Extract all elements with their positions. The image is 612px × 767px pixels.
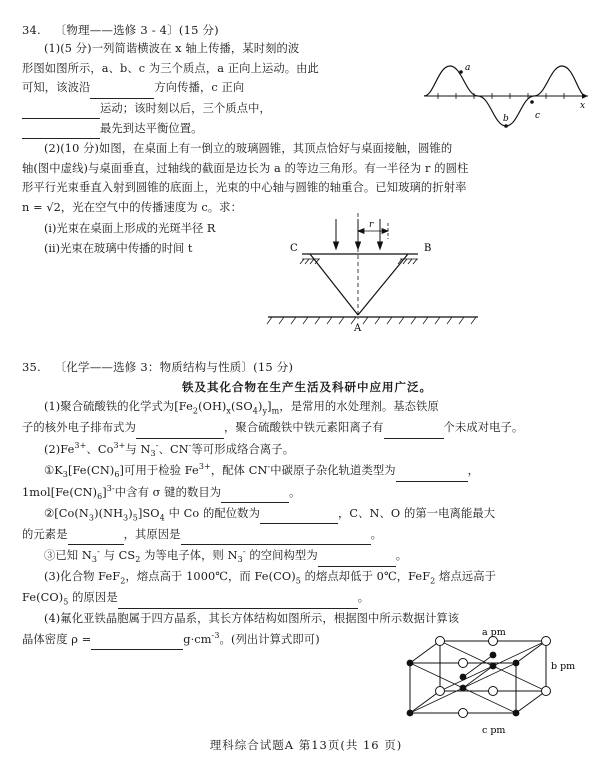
q34-figure-block (22, 217, 592, 345)
q35-p1: (1)聚合硫酸铁的化学式为$[Fe_2(OH)_x(SO_4)_y]_m$，是常用的水处理剂。基态铁原 (44, 400, 439, 416)
q35-p4b: [Fe(CN) (67, 464, 115, 478)
q34-item-i: (ⅰ)光束在桌面上形成的光斑半径 R (44, 222, 216, 236)
q35-p2 (22, 418, 592, 438)
answer-blank[interactable] (384, 418, 444, 438)
answer-blank[interactable] (68, 525, 124, 545)
q35-p1b: (OH) (198, 400, 227, 414)
q35-p6d: ]SO (137, 507, 160, 521)
wave-label-b: b (503, 114, 509, 124)
q35-p10: $Fe(CO)_5$ 的原因是 。 (22, 588, 592, 609)
q35-p8b: 与 CS (99, 549, 136, 563)
q34-p7: 轴(图中虚线)与桌面垂直，过轴线的截面是边长为 a 的等边三角形。有一半径为 r 的圆柱 (22, 161, 469, 175)
wave-label-x: x (580, 101, 586, 111)
answer-blank[interactable] (136, 418, 224, 438)
q35-p3e: 等可形成络合离子。 (191, 442, 295, 456)
q35-p12-wrap (22, 629, 382, 650)
q35-p10c: 。 (357, 591, 370, 605)
q35-p5a: 1mol[Fe(CN) (22, 486, 98, 500)
q35-p9c: 的熔点却低于 0℃，FeF (300, 570, 431, 584)
q34-p1: (1)(5 分)一列简谐横波在 x 轴上传播，某时刻的波 (44, 42, 300, 56)
q34-number: 34. (22, 23, 41, 37)
q35-p12: 晶体密度 $\rho = g\cdot cm^{-3}$。(列出计算式即可) (22, 629, 382, 650)
q35-p9a: (3)化合物 FeF (44, 570, 121, 584)
q35-p7a: 的元素是 (22, 528, 68, 542)
q35-p7c: 。 (370, 528, 382, 542)
cone-figure (258, 211, 488, 333)
crystal-cell-figure (394, 623, 576, 739)
q35-p3b: 、Co (86, 442, 114, 456)
q35-p12a: 晶体密度 ρ = (22, 632, 92, 646)
q35-p4d: ，配体 CN (210, 464, 268, 478)
q35-number: 35. (22, 360, 41, 375)
cell-label-c: c pm (482, 724, 506, 736)
q35-p6a: ②[Co(N (44, 507, 89, 521)
answer-blank[interactable] (118, 588, 358, 608)
q35-p8c: 为等电子体，则 N (140, 549, 238, 563)
cone-label-B: B (424, 243, 432, 255)
q34-item-ii: (ⅱ)光束在玻璃中传播的时间 t (44, 241, 193, 255)
q34-part2 (22, 139, 592, 217)
answer-blank[interactable] (22, 99, 100, 119)
cone-label-r: r (369, 220, 374, 231)
q35-p12c: 。(列出计算式即可) (219, 632, 320, 646)
q35-p6c: ) (128, 507, 133, 521)
q34-p6: (2)(10 分)如图，在桌面上有一倒立的玻璃圆锥，其顶点恰好与桌面接触，圆锥的 (44, 142, 453, 156)
q35-p9: (3)化合物 FeF$_2$，熔点高于 1000℃，而 $Fe(CO)_5$ 的熔点却低于 0℃，FeF$_2$ 熔点远高于 (44, 570, 497, 586)
page-content (22, 22, 592, 741)
q34-p5: 最先到达平衡位置。 (100, 121, 203, 135)
q35-p1c: (SO (231, 400, 253, 414)
answer-blank[interactable] (90, 78, 154, 98)
q35-p8: ③已知 $N_3^-$ 与 $CS_2$ 为等电子体，则 $N_3^-$ 的空间构型为 。 (22, 545, 592, 567)
answer-blank[interactable] (91, 629, 183, 649)
q35-p10b: 的原因是 (68, 591, 118, 605)
q35-p8a: ③已知 N (44, 549, 92, 563)
q35-title: 〔化学——选修 3：物质结构与性质〕(15 分) (54, 360, 294, 375)
q35-p5d: 。 (289, 486, 301, 500)
q35-p2c: 个未成对电子。 (443, 421, 524, 435)
answer-blank[interactable] (221, 483, 289, 503)
cell-label-b: b pm (551, 660, 576, 672)
answer-blank[interactable] (318, 546, 396, 566)
q35-p4f: ， (467, 464, 480, 478)
q35-p1d: ) (257, 400, 263, 414)
wave-label-a: a (465, 63, 471, 73)
q35-p7 (22, 525, 592, 545)
q35-p11: (4)氟化亚铁晶胞属于四方晶系，其长方体结构如图所示，根据图中所示数据计算该 (44, 612, 460, 626)
q35-p8e: 。 (395, 549, 408, 563)
q35-p3d: 、CN (158, 442, 189, 456)
answer-blank[interactable] (181, 525, 371, 545)
page-footer: 理科综合试题A 第13页(共 16 页) (209, 738, 403, 752)
wave-figure (420, 40, 592, 132)
q35-heading (22, 359, 592, 376)
q35-p4a: ①K (44, 464, 63, 478)
q35-p1e: ] (267, 400, 272, 414)
q35-p6: $②[Co(N_3)(NH_3)_5]SO_4$ 中 Co 的配位数为 ，C、N、O 的第一电离能最大 (22, 504, 592, 525)
question-35 (22, 359, 592, 741)
q35-p5: $1mol[Fe(CN)_6]^{3-}$中含有 σ 键的数目为 。 (22, 482, 592, 504)
q35-p5c: 中含有 σ 键的数目为 (114, 486, 222, 500)
q35-p8d: 的空间构型为 (245, 549, 318, 563)
q35-p3c: 与 N (125, 442, 151, 456)
cell-label-a: a pm (482, 626, 506, 638)
q34-sub-items (22, 219, 262, 259)
q34-p4-line (22, 99, 412, 119)
q34-part1 (22, 39, 412, 139)
q34-p2: 形图如图所示，a、b、c 为三个质点，a 正向上运动。由此 (22, 61, 319, 75)
answer-blank[interactable] (22, 119, 100, 139)
q34-p3: 可知，该波沿 (22, 81, 91, 95)
q35-p2a: 子的核外电子排布式为 (22, 421, 136, 435)
q35-p1f: ，是常用的水处理剂。基态铁原 (279, 400, 439, 414)
q35-p4: $①K_3[Fe(CN)_6]$可用于检验 $Fe^{3+}$，配体 CN-中碳原子杂化轨道类型为 ， (22, 460, 592, 482)
q34-p3-line (22, 78, 412, 98)
q34-title: 〔物理——选修 3 - 4〕(15 分) (54, 23, 219, 37)
q35-figure-block (22, 626, 592, 741)
q35-p3: $(2)Fe^{3+}$、$Co^{3+}$与 $N_3^-$、CN-等可形成络合离子。 (44, 440, 295, 458)
q35-p2b: ，聚合硫酸铁中铁元素阳离子有 (223, 421, 384, 435)
q35-p7b: ，其原因是 (123, 528, 181, 542)
q35-p4e: 中碳原子杂化轨道类型为 (270, 464, 396, 478)
q35-p1a: (1)聚合硫酸铁的化学式为[Fe (44, 400, 193, 414)
q35-p6f: ，C、N、O 的第一电离能最大 (337, 507, 496, 521)
q35-p5b: ] (102, 486, 107, 500)
q34-p4: 运动；该时刻以后，三个质点中， (100, 101, 271, 115)
q34-p8: 形平行光束垂直入射到圆锥的底面上，光束的中心轴与圆锥的轴重合。已知玻璃的折射率 (22, 181, 467, 195)
q34-p9: n = √2，光在空气中的传播速度为 c。求： (22, 200, 242, 214)
question-34 (22, 22, 592, 345)
q35-p6e: 中 Co 的配位数为 (164, 507, 260, 521)
cone-label-C: C (290, 243, 298, 255)
q35-p10a: Fe(CO) (22, 591, 64, 605)
cone-label-A: A (354, 323, 362, 334)
q35-p4c: ]可用于检验 Fe (119, 464, 199, 478)
q35-p3a: (2)Fe (44, 442, 75, 456)
answer-blank[interactable] (396, 461, 468, 481)
q35-p9b: ，熔点高于 1000℃，而 Fe(CO) (125, 570, 296, 584)
q34-heading (22, 22, 592, 39)
q35-p6b: )(NH (94, 507, 124, 521)
q34-p3b: 方向传播，c 正向 (154, 81, 245, 95)
q35-p12b: g·cm (183, 632, 212, 646)
q35-lead: 铁及其化合物在生产生活及科研中应用广泛。 (182, 380, 432, 395)
wave-label-c: c (535, 111, 541, 121)
q34-p5-line (22, 119, 412, 139)
q35-p9d: 熔点远高于 (435, 570, 497, 584)
answer-blank[interactable] (260, 504, 338, 524)
